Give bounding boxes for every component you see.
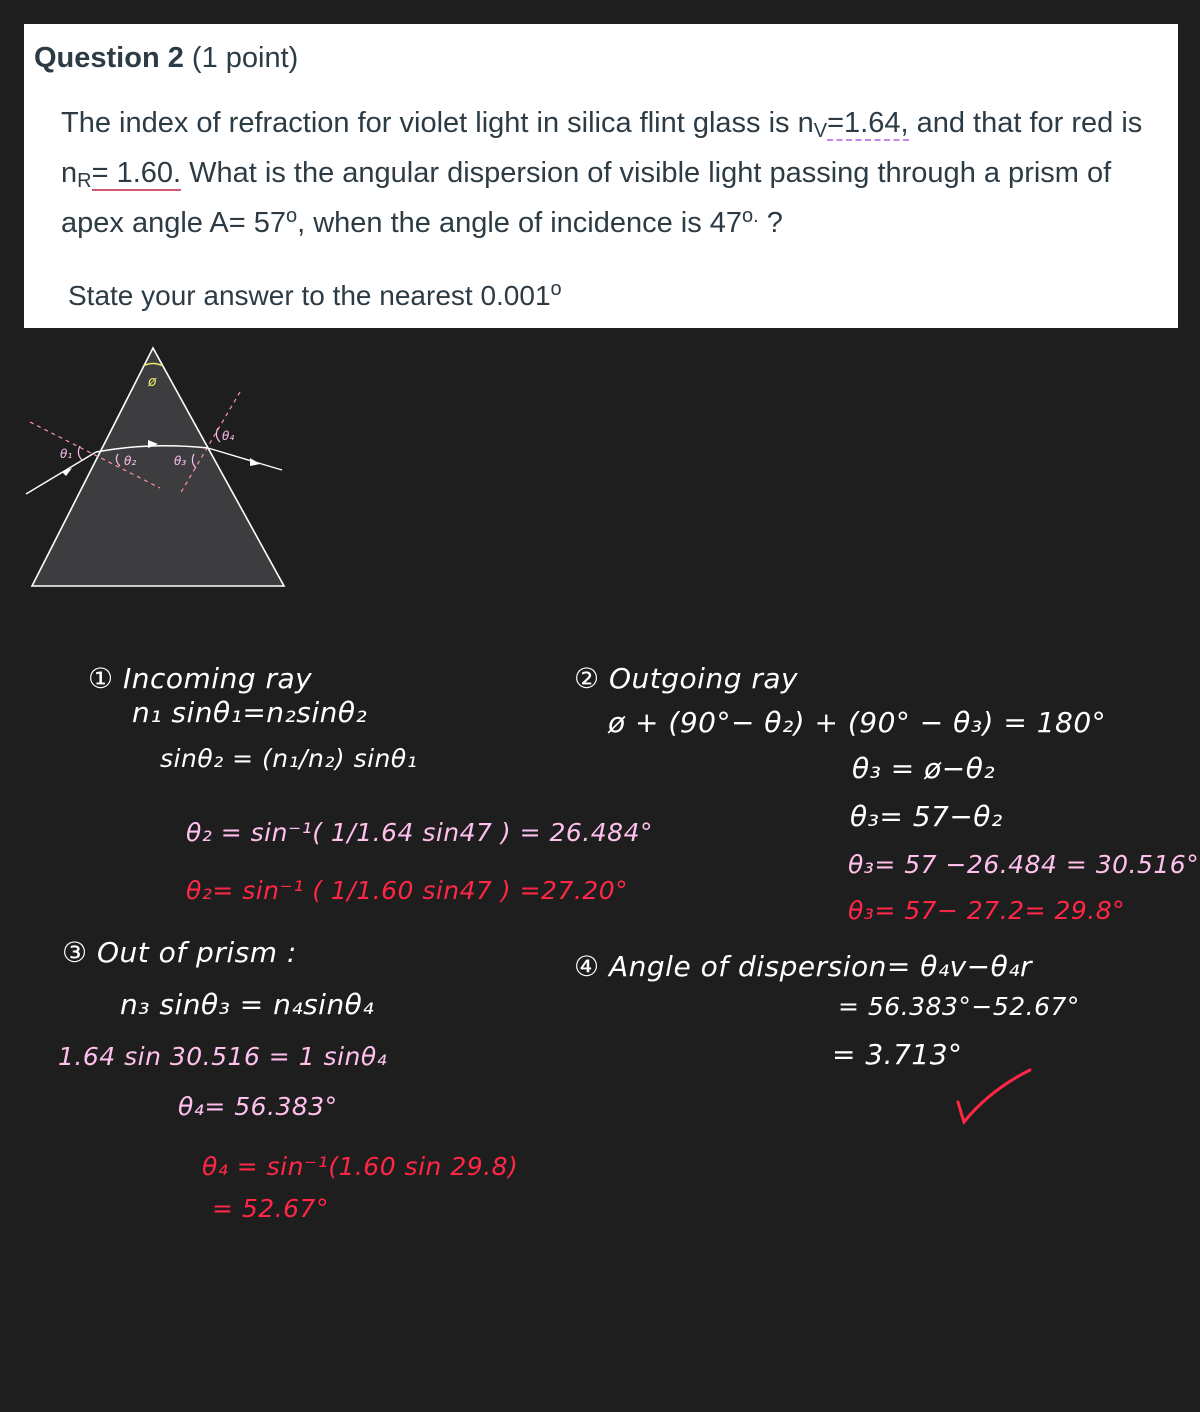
answer-instruction [68, 280, 562, 312]
degree-symbol: o [285, 205, 298, 227]
handwritten-solution [0, 328, 1200, 1412]
red-index-value: = 1.60. [91, 157, 182, 189]
question-points: (1 point) [191, 42, 299, 74]
step1-snell-law: n₁ sinθ₁=n₂sinθ₂ [132, 696, 368, 729]
checkmark-icon [950, 1060, 1040, 1130]
prism-diagram [0, 328, 300, 598]
question-text-part: , when the angle of incidence is 47 [297, 207, 743, 239]
step2-theta3-violet: θ₃= 57 −26.484 = 30.516° [848, 850, 1200, 879]
step4-subtraction: = 56.383°−52.67° [838, 992, 1080, 1021]
step2-theta3-substituted: θ₃= 57−θ₂ [850, 800, 1003, 833]
outgoing-ray-arrow [250, 458, 260, 466]
question-text-part: The index of refraction for violet light in silica flint glass is n [61, 107, 814, 139]
step4-title: ④ Angle of dispersion= θ₄v−θ₄r [574, 950, 1032, 983]
degree-symbol: o [550, 278, 562, 300]
instruction-text: State your answer to the nearest 0.001 [68, 280, 551, 311]
label-theta2: θ₂ [124, 454, 137, 468]
step3-violet-equation: 1.64 sin 30.516 = 1 sinθ₄ [58, 1042, 388, 1071]
step1-theta2-violet: θ₂ = sin⁻¹( 1/1.64 sin47 ) = 26.484° [186, 818, 653, 847]
question-card [24, 24, 1178, 328]
question-text-part: and that for red is n [61, 107, 1143, 189]
step3-theta4-red-equation: θ₄ = sin⁻¹(1.60 sin 29.8) [202, 1152, 519, 1181]
question-text [61, 98, 1161, 248]
step2-angle-sum: ø + (90°− θ₂) + (90° − θ₃) = 180° [608, 706, 1107, 739]
step3-snell-law: n₃ sinθ₃ = n₄sinθ₄ [120, 988, 375, 1021]
step1-title: ① Incoming ray [88, 662, 313, 695]
step3-theta4-violet: θ₄= 56.383° [178, 1092, 338, 1121]
step3-theta4-red-value: = 52.67° [212, 1194, 329, 1223]
question-text-part: What is the angular dispersion of visible light passing through a prism of apex angle A= 57 [61, 157, 1112, 239]
violet-index-value: =1.64, [827, 107, 909, 139]
question-heading [34, 42, 298, 75]
step2-title: ② Outgoing ray [574, 662, 799, 695]
question-text-part: ? [758, 207, 783, 239]
step1-theta2-red: θ₂= sin⁻¹ ( 1/1.60 sin47 ) =27.20° [186, 876, 629, 905]
subscript-r: R [77, 170, 92, 192]
label-theta4: θ₄ [222, 429, 235, 443]
label-theta3: θ₃ [174, 454, 187, 468]
degree-symbol: o. [742, 205, 759, 227]
step3-title: ③ Out of prism : [62, 936, 297, 969]
subscript-v: V [813, 120, 828, 142]
label-phi: ø [148, 374, 157, 390]
step1-sin-theta2: sinθ₂ = (n₁/n₂) sinθ₁ [160, 744, 418, 773]
question-title: Question 2 [34, 42, 184, 74]
step2-theta3-red: θ₃= 57− 27.2= 29.8° [848, 896, 1126, 925]
label-theta1: θ₁ [60, 447, 73, 461]
step4-final-answer: = 3.713° [832, 1038, 963, 1071]
step2-theta3-formula: θ₃ = ø−θ₂ [852, 752, 996, 785]
